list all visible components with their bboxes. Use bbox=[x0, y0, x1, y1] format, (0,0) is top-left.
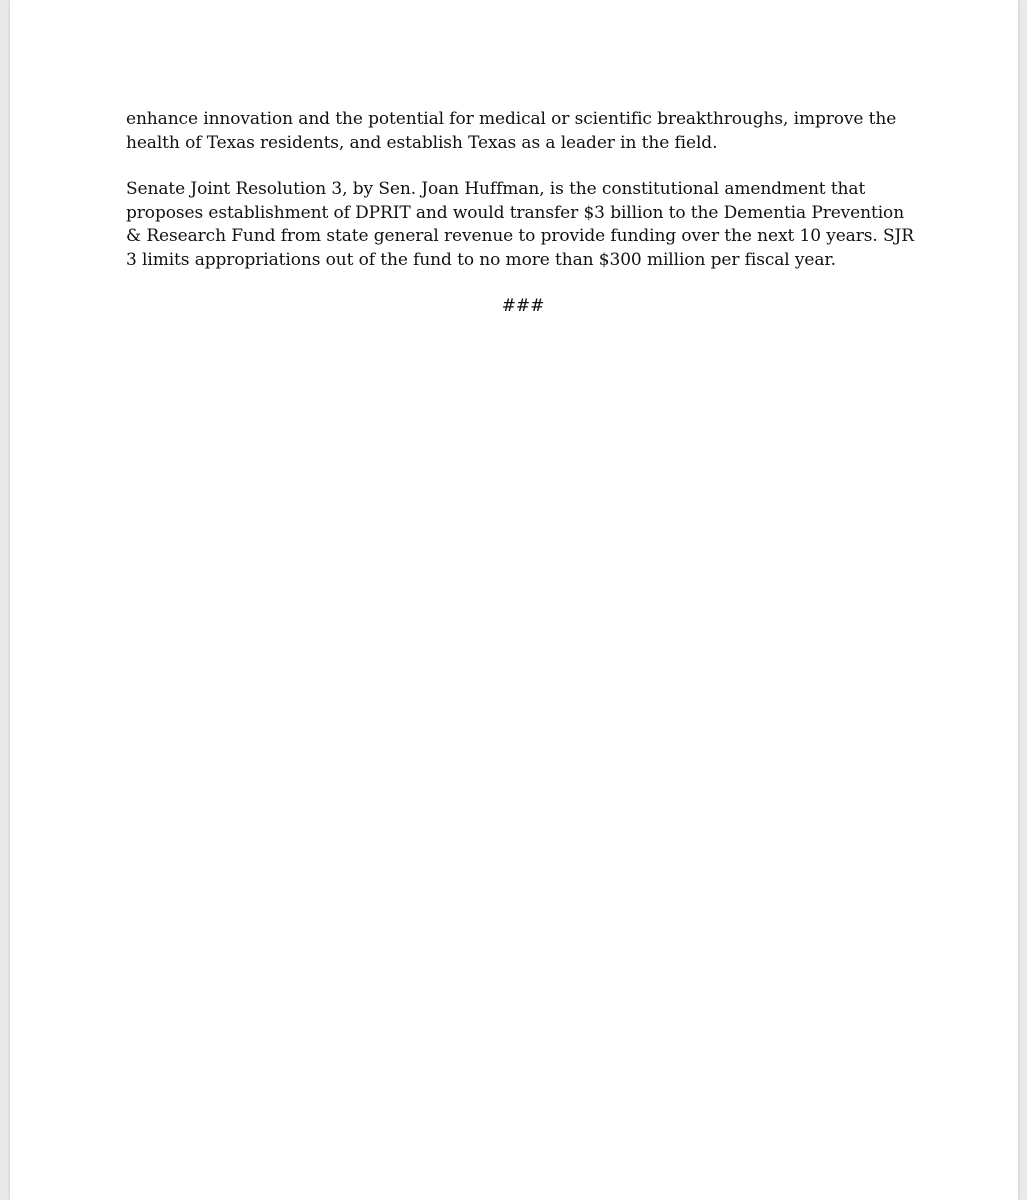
paragraph-2-line-3: & Research Fund from state general revenue to provide funding over the next 10 years. SJR bbox=[126, 226, 914, 246]
paragraph-1 bbox=[126, 108, 916, 155]
paragraph-2-line-2: proposes establishment of DPRIT and would transfer $3 billion to the Dementia Prevention bbox=[126, 202, 905, 223]
paragraph-2 bbox=[126, 178, 916, 272]
document-page bbox=[10, 0, 1018, 1200]
paragraph-2-line-4: 3 limits appropriations out of the fund to no more than $300 million per fiscal year. bbox=[126, 249, 836, 270]
page-text bbox=[126, 108, 916, 319]
end-of-release-mark: ### bbox=[501, 296, 545, 316]
paragraph-1-line-2: health of Texas residents, and establish Texas as a leader in the field. bbox=[126, 132, 718, 153]
paragraph-1-line-1: enhance innovation and the potential for medical or scientific breakthroughs, improve the bbox=[126, 109, 897, 129]
paragraph-2-line-1: Senate Joint Resolution 3, by Sen. Joan Huffman, is the constitutional amendment that bbox=[126, 179, 866, 199]
